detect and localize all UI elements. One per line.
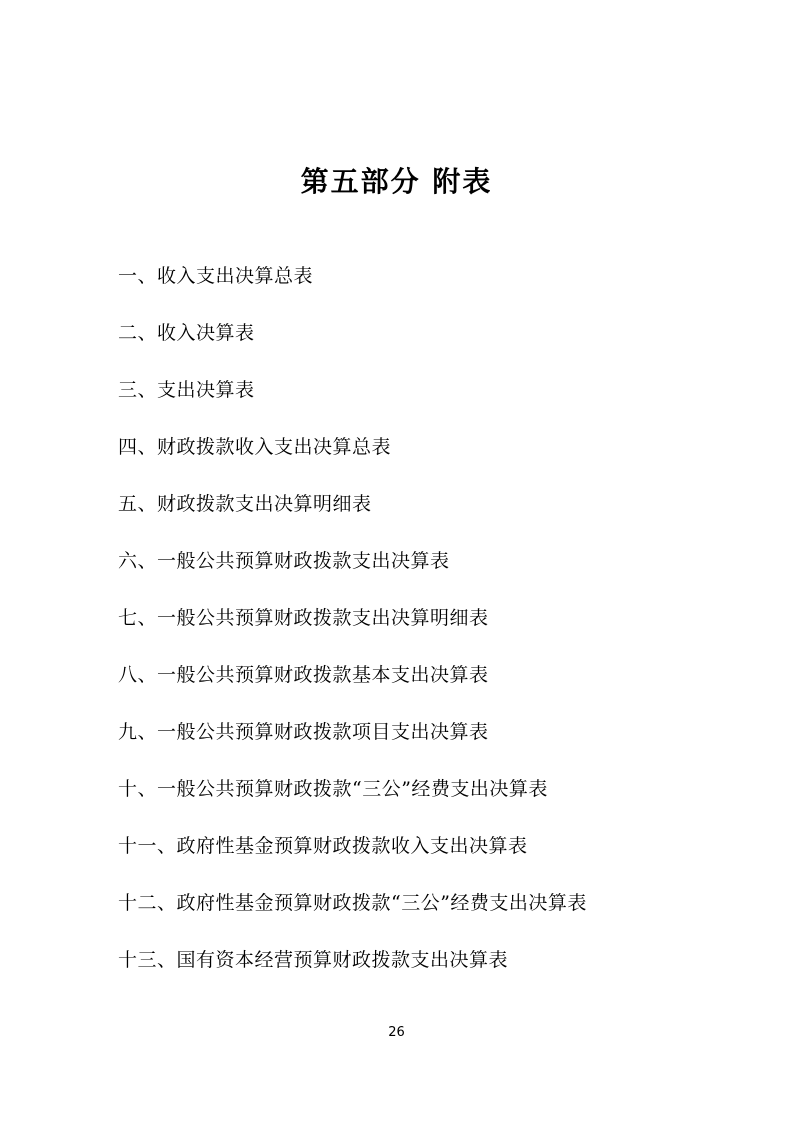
toc-item: 十三、国有资本经营预算财政拨款支出决算表: [118, 949, 509, 971]
page-title: 第五部分 附表: [300, 165, 493, 198]
toc-item: 七、一般公共预算财政拨款支出决算明细表: [118, 607, 489, 629]
toc-item: 八、一般公共预算财政拨款基本支出决算表: [118, 664, 489, 686]
toc-item: 一、收入支出决算总表: [118, 265, 314, 287]
table-of-contents: [118, 262, 718, 1003]
toc-item: 九、一般公共预算财政拨款项目支出决算表: [118, 721, 489, 743]
toc-item: 六、一般公共预算财政拨款支出决算表: [118, 550, 450, 572]
toc-item: 四、财政拨款收入支出决算总表: [118, 436, 392, 458]
toc-item: 十、一般公共预算财政拨款“三公”经费支出决算表: [118, 778, 548, 800]
toc-item: 三、支出决算表: [118, 379, 255, 401]
toc-item: 十二、政府性基金预算财政拨款“三公”经费支出决算表: [118, 892, 587, 914]
page-number: 26: [388, 1025, 405, 1040]
toc-item: 二、收入决算表: [118, 322, 255, 344]
toc-item: 五、财政拨款支出决算明细表: [118, 493, 372, 515]
toc-item: 十一、政府性基金预算财政拨款收入支出决算表: [118, 835, 528, 857]
